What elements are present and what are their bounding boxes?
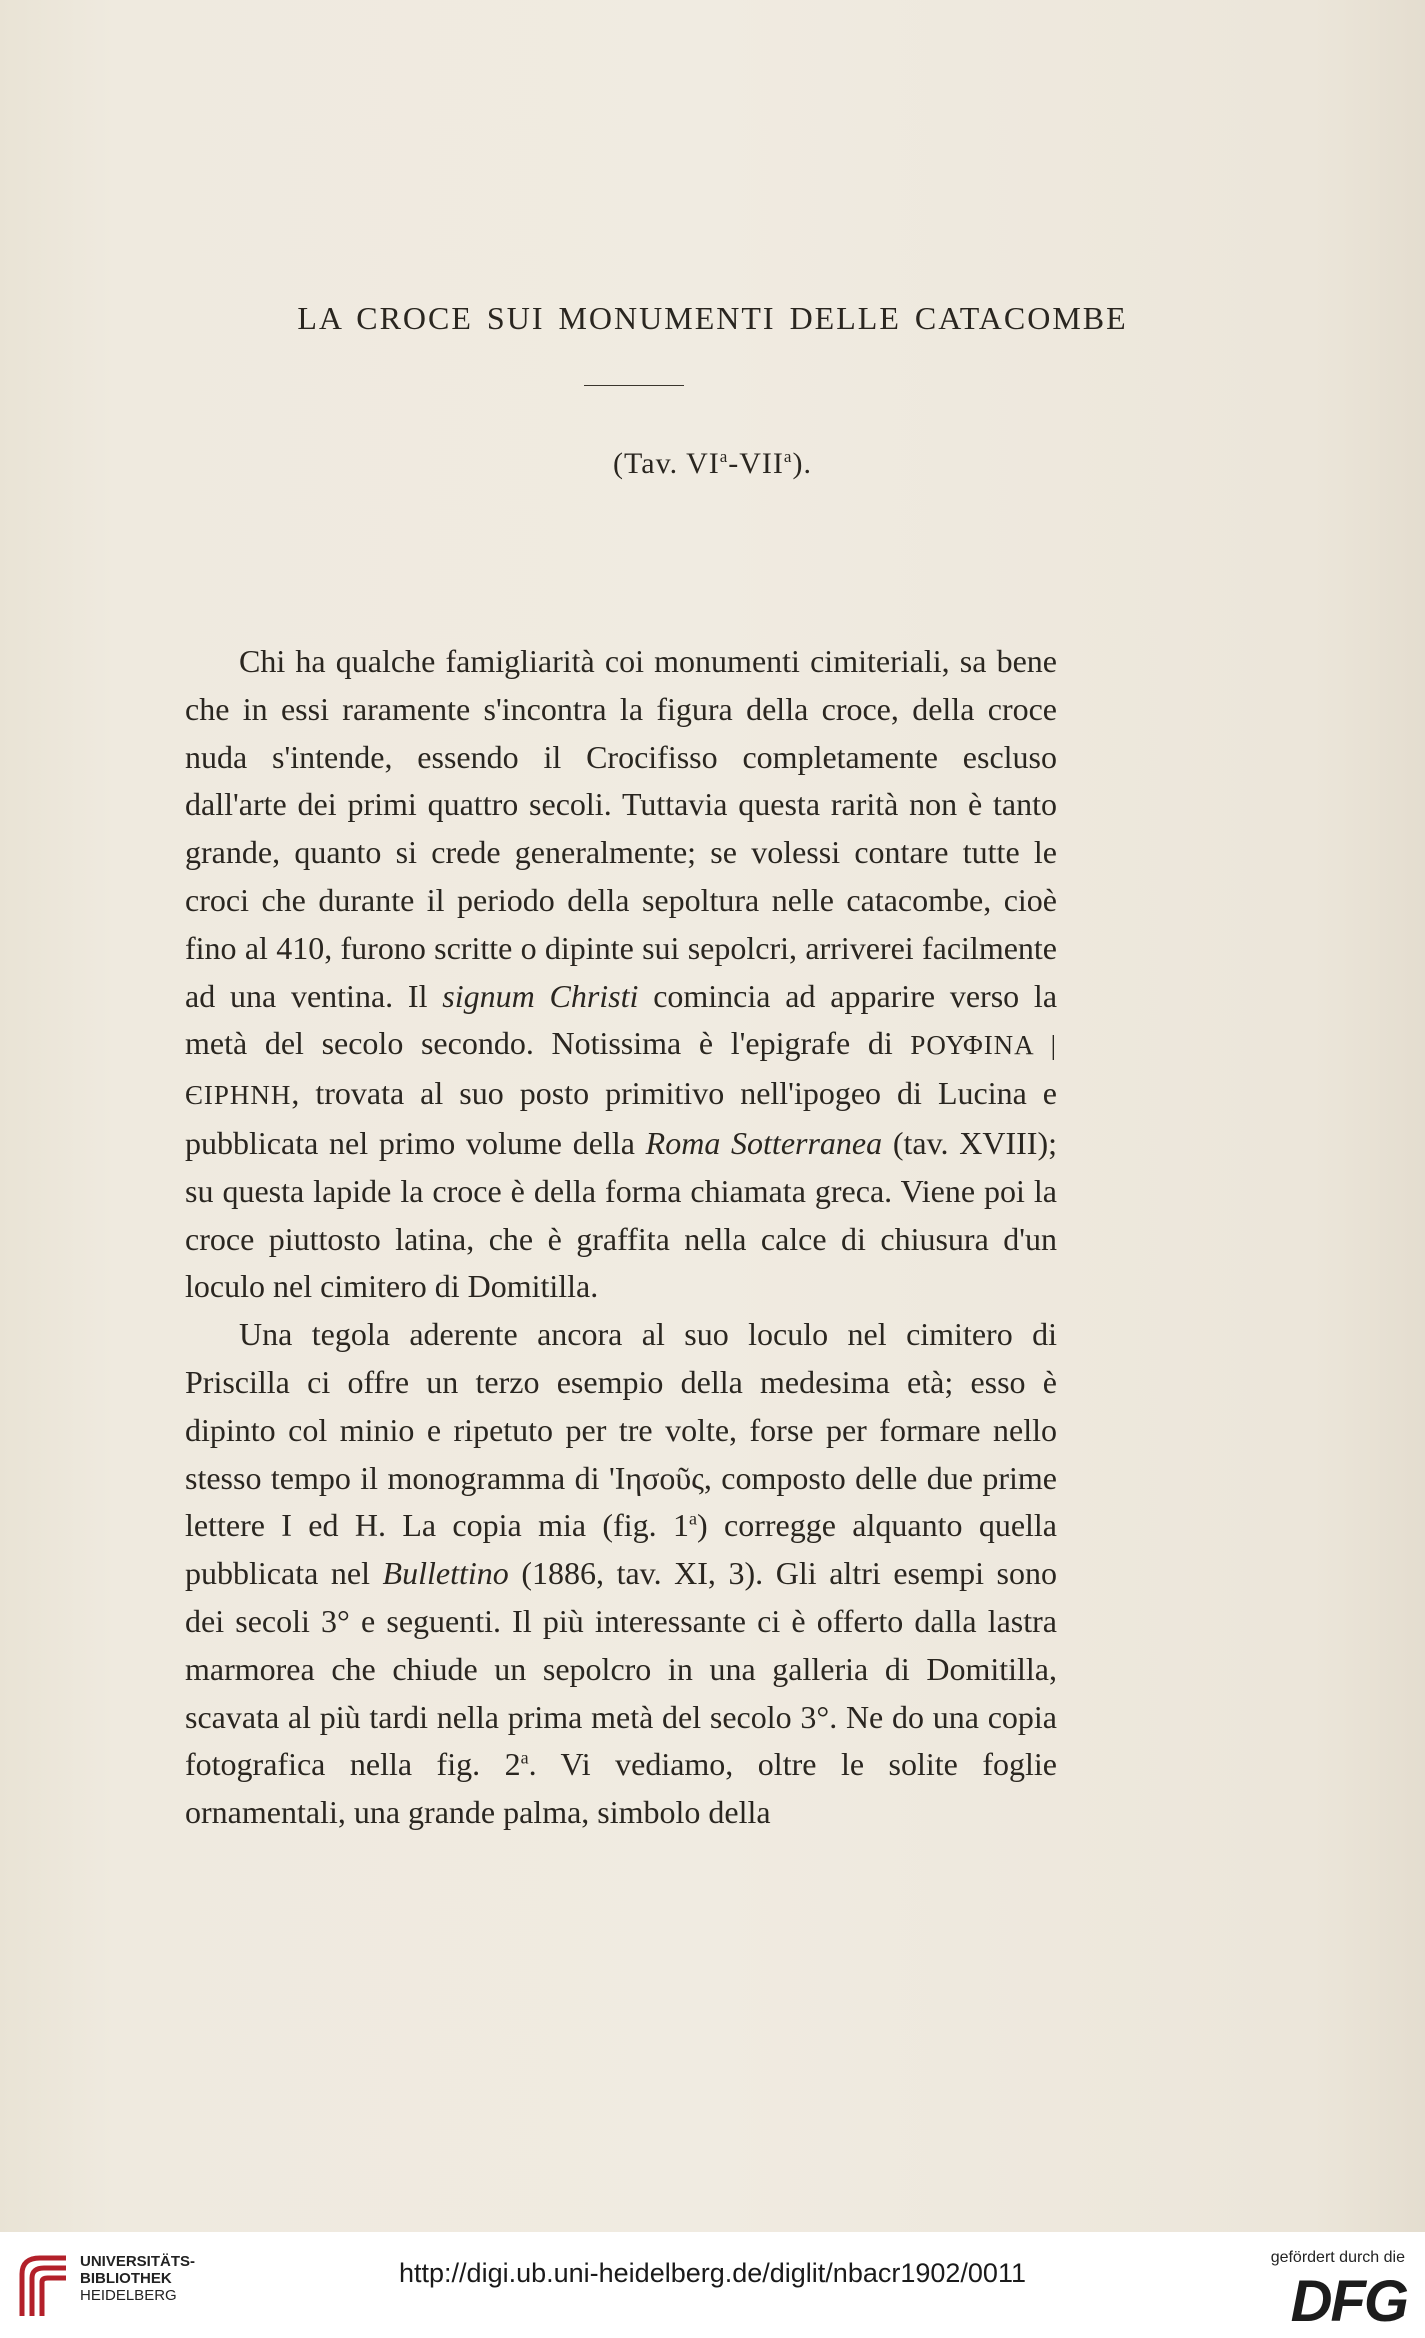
paragraph-2-text-d: (1886, tav. XI, 3). Gli altri esempi sono dei secoli 3° e seguenti. Il più interessante ci è offerto dalla lastra marmorea che chiude un sepolcro in una galleria di Domitilla, scavata al più tardi nella prima metà del secolo 3°. Ne do una copia fotografica nella fig. 2 bbox=[185, 1555, 1058, 1783]
library-name-line-1: UNIVERSITÄTS- bbox=[80, 2253, 196, 2270]
page-title: LA CROCE SUI MONUMENTI DELLE CATACOMBE bbox=[297, 300, 1128, 336]
plate-ref-prefix: (Tav. VI bbox=[613, 447, 720, 480]
plate-ref-sup-1: a bbox=[719, 447, 729, 466]
title-divider bbox=[584, 385, 684, 386]
paragraph-2-text-b: , composto delle due prime lettere Ι ed Η. La copia mia (fig. 1 bbox=[185, 1459, 1058, 1544]
plate-ref-suffix: ). bbox=[792, 447, 812, 480]
greek-word-iesous: 'Ιησοῦς bbox=[608, 1459, 704, 1496]
fig-1-superscript: a bbox=[688, 1508, 697, 1529]
page-url-link[interactable]: http://digi.ub.uni-heidelberg.de/diglit/nbacr1902/0011 bbox=[399, 2258, 1026, 2288]
plate-ref-mid: -VII bbox=[728, 447, 784, 480]
paragraph-1-text-b: comincia ad apparire verso la metà del secolo secondo. Notissima è l'epigrafe di bbox=[185, 977, 1058, 1062]
library-name-line-3: HEIDELBERG bbox=[80, 2287, 177, 2304]
paragraph-2-text-e: . Vi vediamo, oltre le solite foglie ornamentali, una grande palma, simbolo della bbox=[185, 1746, 1058, 1831]
dfg-logo: DFG bbox=[1290, 2269, 1407, 2334]
paragraph-2-text-c: ) corregge alquanto quella pubblicata nel bbox=[185, 1507, 1058, 1592]
paragraph-1-text-a: Chi ha qualche famigliarità coi monumenti cimiteriali, sa bene che in essi raramente s'incontra la figura della croce, della croce nuda s'intende, essendo il Crocifisso completamente escluso dall'arte dei primi quattro secoli. Tuttavia questa rarità non è tanto grande, quanto si crede generalmente; se volessi contare tutte le croci che durante il periodo della sepoltura nelle catacombe, cioè fino al 410, furono scritte o dipinte sui sepolcri, arriverei facilmente ad una ventina. Il bbox=[185, 643, 1057, 1014]
greek-inscription: ΡΟΥΦΙΝΑ | ЄΙΡΗΝΗ bbox=[185, 1030, 1057, 1111]
paragraph-1 bbox=[185, 638, 1057, 1311]
paragraph-1-text-d: (tav. XVIII); su questa lapide la croce è della forma chiamata greca. Viene poi la croce piuttosto latina, che è graffita nella calce di chiusura d'un loculo nel cimitero di Domitilla. bbox=[185, 1124, 1058, 1305]
library-name-line-2: BIBLIOTHEK bbox=[80, 2270, 172, 2287]
plate-ref-sup-2: a bbox=[783, 447, 793, 466]
italic-roma-sotterranea: Roma Sotterranea bbox=[645, 1124, 883, 1161]
paragraph-2-text-a: Una tegola aderente ancora al suo loculo nel cimitero di Priscilla ci offre un terzo esempio della medesima età; esso è dipinto col minio e ripetuto per tre volte, forse per formare nello stesso tempo il monogramma di bbox=[185, 1316, 1057, 1496]
fig-2-superscript: a bbox=[520, 1747, 529, 1768]
body-text bbox=[185, 638, 1057, 1837]
italic-signum-christi: signum Christi bbox=[442, 977, 639, 1014]
italic-bullettino: Bullettino bbox=[382, 1555, 509, 1592]
plate-reference bbox=[0, 447, 1425, 481]
paragraph-2 bbox=[185, 1311, 1057, 1837]
funding-note: gefördert durch die bbox=[1270, 2249, 1405, 2266]
paragraph-1-text-c: , trovata al suo posto primitivo nell'ipogeo di Lucina e pubblicata nel primo volume della bbox=[185, 1075, 1057, 1161]
